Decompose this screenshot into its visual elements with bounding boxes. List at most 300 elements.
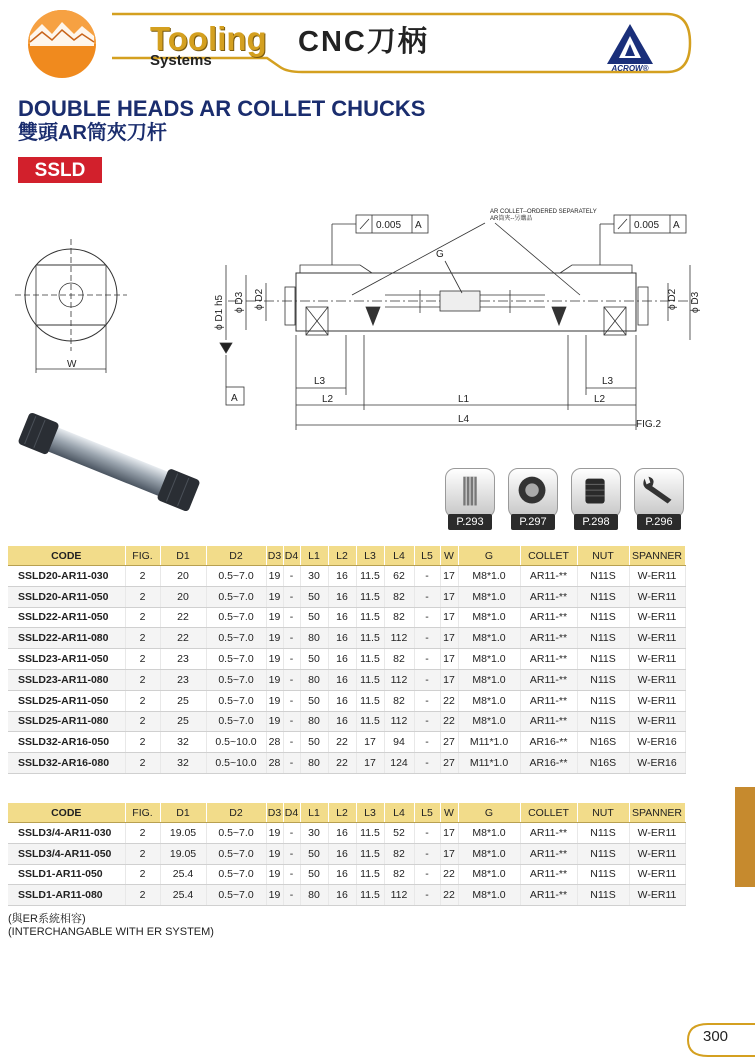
product-code: SSLD20-AR11-030 [8, 566, 125, 587]
table-cell: 112 [384, 885, 414, 906]
table-cell: W-ER11 [629, 649, 685, 670]
table-cell: 22 [440, 864, 458, 885]
ref-page-clamp-nut: P.297 [511, 514, 555, 530]
compat-note-en: (INTERCHANGABLE WITH ER SYSTEM) [8, 926, 214, 938]
table-cell: 25 [160, 690, 206, 711]
table-cell: N11S [577, 843, 629, 864]
table-row [8, 690, 685, 711]
product-code: SSLD32-AR16-080 [8, 753, 125, 774]
table-cell: 94 [384, 732, 414, 753]
collet-icon [446, 469, 494, 517]
table-cell: - [414, 843, 440, 864]
table-cell: 0.5~7.0 [206, 885, 266, 906]
table-cell: 62 [384, 566, 414, 587]
table-cell: M8*1.0 [458, 690, 520, 711]
table-cell: 19 [266, 864, 283, 885]
table-row [8, 566, 685, 587]
table-cell: 82 [384, 649, 414, 670]
table-cell: 28 [266, 753, 283, 774]
table-row [8, 732, 685, 753]
table-cell: 112 [384, 628, 414, 649]
column-header: D2 [206, 546, 266, 566]
column-header: D1 [160, 803, 206, 823]
table-cell: N11S [577, 566, 629, 587]
column-header: L1 [300, 546, 328, 566]
column-header: D3 [266, 546, 283, 566]
ref-card-spanner[interactable] [634, 468, 684, 530]
table-cell: AR16-** [520, 732, 577, 753]
table-cell: 16 [328, 843, 356, 864]
product-code: SSLD1-AR11-080 [8, 885, 125, 906]
column-header: G [458, 803, 520, 823]
spanner-icon [635, 469, 683, 517]
table-cell: 0.5~7.0 [206, 843, 266, 864]
dim-l4: L4 [458, 414, 470, 425]
table-cell: 23 [160, 649, 206, 670]
table-cell: AR11-** [520, 607, 577, 628]
table-cell: 27 [440, 732, 458, 753]
table-cell: M8*1.0 [458, 566, 520, 587]
table-cell: 2 [125, 732, 160, 753]
table-cell: 16 [328, 864, 356, 885]
table-cell: - [283, 823, 300, 844]
table-cell: N11S [577, 711, 629, 732]
dim-d2-label-left: ϕ D2 [254, 288, 265, 310]
table-cell: 19 [266, 823, 283, 844]
page-title-chinese: 雙頭AR筒夾刀杆 [18, 122, 167, 144]
column-header: L1 [300, 803, 328, 823]
table-cell: N11S [577, 628, 629, 649]
table-cell: N11S [577, 823, 629, 844]
dim-w-label: W [67, 359, 77, 370]
table-cell: M11*1.0 [458, 732, 520, 753]
table-cell: N11S [577, 690, 629, 711]
runout-datum-right: A [673, 220, 680, 231]
table-cell: 22 [328, 732, 356, 753]
table-cell: - [283, 753, 300, 774]
table-row [8, 607, 685, 628]
dim-g-label: G [436, 249, 444, 260]
table-cell: AR11-** [520, 823, 577, 844]
dim-l1: L1 [458, 394, 470, 405]
table-row [8, 669, 685, 690]
table-cell: AR16-** [520, 753, 577, 774]
series-badge: SSLD [18, 157, 102, 183]
product-code: SSLD25-AR11-080 [8, 711, 125, 732]
product-code: SSLD3/4-AR11-030 [8, 823, 125, 844]
page-title: DOUBLE HEADS AR COLLET CHUCKS [18, 96, 426, 121]
table-cell: - [414, 711, 440, 732]
product-code: SSLD25-AR11-050 [8, 690, 125, 711]
table-row [8, 753, 685, 774]
table-cell: 16 [328, 823, 356, 844]
table-row [8, 628, 685, 649]
column-header: L2 [328, 546, 356, 566]
table-cell: - [414, 690, 440, 711]
column-header: L2 [328, 803, 356, 823]
figure-label: FIG.2 [636, 419, 662, 430]
table-cell: 52 [384, 823, 414, 844]
page-number: 300 [703, 1028, 729, 1045]
table-cell: - [414, 885, 440, 906]
table-cell: 19 [266, 566, 283, 587]
table-cell: AR11-** [520, 711, 577, 732]
table-cell: 19 [266, 586, 283, 607]
table-cell: 19 [266, 843, 283, 864]
table-cell: W-ER11 [629, 586, 685, 607]
table-cell: - [414, 669, 440, 690]
table-cell: 2 [125, 649, 160, 670]
table-cell: 25 [160, 711, 206, 732]
runout-left: 0.005 [376, 220, 402, 231]
column-header: SPANNER [629, 803, 685, 823]
table-cell: AR11-** [520, 566, 577, 587]
category-title: CNC刀柄 [298, 26, 429, 58]
table-cell: 11.5 [356, 607, 384, 628]
table-cell: 17 [440, 607, 458, 628]
table-cell: 11.5 [356, 711, 384, 732]
table-cell: W-ER11 [629, 607, 685, 628]
table-cell: 11.5 [356, 864, 384, 885]
brand-wordmark: Tooling [150, 20, 267, 57]
table-cell: 11.5 [356, 649, 384, 670]
table-row [8, 864, 685, 885]
table-cell: - [283, 649, 300, 670]
table-cell: 16 [328, 885, 356, 906]
table-cell: 16 [328, 586, 356, 607]
table-cell: AR11-** [520, 669, 577, 690]
table-row [8, 823, 685, 844]
table-cell: 16 [328, 649, 356, 670]
table-cell: 19 [266, 628, 283, 649]
table-cell: - [414, 732, 440, 753]
table-cell: 0.5~7.0 [206, 566, 266, 587]
product-code: SSLD22-AR11-050 [8, 607, 125, 628]
table-cell: 0.5~7.0 [206, 586, 266, 607]
table-cell: 2 [125, 669, 160, 690]
table-cell: 0.5~7.0 [206, 711, 266, 732]
ref-card-nut[interactable] [571, 468, 621, 530]
table-cell: 11.5 [356, 843, 384, 864]
clamp-nut-icon [509, 469, 557, 517]
table-cell: 17 [440, 586, 458, 607]
table-cell: M8*1.0 [458, 586, 520, 607]
table-cell: 22 [160, 607, 206, 628]
column-header: CODE [8, 546, 125, 566]
table-cell: - [283, 566, 300, 587]
table-cell: 16 [328, 711, 356, 732]
table-cell: 17 [440, 669, 458, 690]
column-header: L3 [356, 546, 384, 566]
table-cell: N11S [577, 885, 629, 906]
table-cell: AR11-** [520, 690, 577, 711]
table-cell: 80 [300, 628, 328, 649]
table-cell: 80 [300, 885, 328, 906]
column-header: COLLET [520, 546, 577, 566]
table-cell: - [283, 586, 300, 607]
dim-d3-label-right: ϕ D3 [690, 291, 701, 313]
dim-l3-left: L3 [314, 376, 326, 387]
table-cell: N11S [577, 607, 629, 628]
product-photo [12, 405, 207, 520]
table-cell: 0.5~7.0 [206, 864, 266, 885]
table-cell: 30 [300, 823, 328, 844]
column-header: L4 [384, 546, 414, 566]
table-cell: N11S [577, 864, 629, 885]
table-cell: M8*1.0 [458, 628, 520, 649]
table-cell: M8*1.0 [458, 607, 520, 628]
table-cell: 11.5 [356, 885, 384, 906]
table-cell: 32 [160, 732, 206, 753]
table-cell: 11.5 [356, 566, 384, 587]
table-cell: 32 [160, 753, 206, 774]
table-cell: 16 [328, 566, 356, 587]
table-row [8, 586, 685, 607]
column-header: FIG. [125, 546, 160, 566]
table-cell: AR11-** [520, 586, 577, 607]
table-cell: 28 [266, 732, 283, 753]
table-cell: W-ER11 [629, 864, 685, 885]
table-cell: 0.5~10.0 [206, 732, 266, 753]
table-row [8, 885, 685, 906]
table-cell: 17 [356, 732, 384, 753]
table-cell: 30 [300, 566, 328, 587]
column-header: SPANNER [629, 546, 685, 566]
table-cell: W-ER11 [629, 711, 685, 732]
product-code: SSLD22-AR11-080 [8, 628, 125, 649]
table-cell: 19.05 [160, 843, 206, 864]
table-cell: W-ER16 [629, 732, 685, 753]
table-cell: M8*1.0 [458, 843, 520, 864]
table-cell: M11*1.0 [458, 753, 520, 774]
table-cell: 2 [125, 885, 160, 906]
table-cell: W-ER11 [629, 690, 685, 711]
table-cell: 11.5 [356, 823, 384, 844]
table-cell: 20 [160, 586, 206, 607]
table-cell: 2 [125, 753, 160, 774]
table-cell: - [283, 711, 300, 732]
table-cell: M8*1.0 [458, 823, 520, 844]
table-cell: 50 [300, 649, 328, 670]
table-cell: 82 [384, 864, 414, 885]
table-cell: M8*1.0 [458, 711, 520, 732]
table-cell: - [283, 885, 300, 906]
collet-note-en: AR COLLET--ORDERED SEPARATELY [490, 209, 597, 215]
column-header: D4 [283, 803, 300, 823]
table-cell: 0.5~7.0 [206, 649, 266, 670]
table-cell: 2 [125, 843, 160, 864]
table-cell: - [283, 732, 300, 753]
table-cell: 2 [125, 864, 160, 885]
dim-l3-right: L3 [602, 376, 614, 387]
table-cell: 19 [266, 669, 283, 690]
table-cell: N16S [577, 753, 629, 774]
table-cell: AR11-** [520, 649, 577, 670]
table-cell: 2 [125, 628, 160, 649]
table-cell: W-ER11 [629, 669, 685, 690]
table-cell: 0.5~7.0 [206, 690, 266, 711]
table-cell: 11.5 [356, 628, 384, 649]
column-header: CODE [8, 803, 125, 823]
table-cell: N11S [577, 669, 629, 690]
table-cell: 2 [125, 711, 160, 732]
table-cell: M8*1.0 [458, 885, 520, 906]
table-cell: 20 [160, 566, 206, 587]
table-cell: 22 [440, 885, 458, 906]
table-cell: - [414, 628, 440, 649]
table-cell: 25.4 [160, 885, 206, 906]
table-cell: 2 [125, 607, 160, 628]
column-header: L4 [384, 803, 414, 823]
table-cell: 0.5~7.0 [206, 628, 266, 649]
table-cell: 50 [300, 586, 328, 607]
table-cell: 19 [266, 885, 283, 906]
ref-page-spanner: P.296 [637, 514, 681, 530]
ref-page-collet: P.293 [448, 514, 492, 530]
table-cell: 11.5 [356, 669, 384, 690]
column-header: D1 [160, 546, 206, 566]
datum-label: A [231, 393, 238, 404]
table-cell: 50 [300, 843, 328, 864]
column-header: D4 [283, 546, 300, 566]
brand-subtitle: Systems [150, 52, 212, 69]
table-cell: W-ER11 [629, 566, 685, 587]
dim-d1-label: ϕ D1 h5 [214, 294, 225, 330]
table-cell: - [414, 607, 440, 628]
table-cell: AR11-** [520, 864, 577, 885]
product-code: SSLD32-AR16-050 [8, 732, 125, 753]
table-cell: 50 [300, 864, 328, 885]
table-cell: 82 [384, 586, 414, 607]
table-cell: 16 [328, 690, 356, 711]
column-header: W [440, 803, 458, 823]
table-cell: AR11-** [520, 843, 577, 864]
table-cell: 17 [356, 753, 384, 774]
table-cell: 50 [300, 732, 328, 753]
table-cell: M8*1.0 [458, 649, 520, 670]
table-cell: 112 [384, 711, 414, 732]
table-cell: 27 [440, 753, 458, 774]
table-cell: - [414, 566, 440, 587]
table-cell: - [414, 649, 440, 670]
dim-d3-label-left: ϕ D3 [234, 291, 245, 313]
table-cell: W-ER11 [629, 628, 685, 649]
table-cell: 80 [300, 711, 328, 732]
table-cell: 22 [160, 628, 206, 649]
table-cell: 0.5~7.0 [206, 823, 266, 844]
product-code: SSLD20-AR11-050 [8, 586, 125, 607]
table-row [8, 843, 685, 864]
table-cell: - [283, 690, 300, 711]
table-header-row [8, 546, 685, 566]
table-cell: - [414, 823, 440, 844]
table-cell: 25.4 [160, 864, 206, 885]
compat-note-zh: (與ER系統相容) [8, 913, 86, 925]
table-cell: 0.5~7.0 [206, 607, 266, 628]
column-header: FIG. [125, 803, 160, 823]
table-cell: 16 [328, 669, 356, 690]
spec-table-metric [8, 546, 686, 774]
table-cell: W-ER11 [629, 885, 685, 906]
column-header: L5 [414, 803, 440, 823]
runout-right: 0.005 [634, 220, 660, 231]
table-cell: AR11-** [520, 885, 577, 906]
product-code: SSLD1-AR11-050 [8, 864, 125, 885]
nut-icon [572, 469, 620, 517]
table-cell: 80 [300, 669, 328, 690]
table-cell: 22 [328, 753, 356, 774]
table-cell: 82 [384, 843, 414, 864]
table-cell: 17 [440, 843, 458, 864]
column-header: D2 [206, 803, 266, 823]
table-cell: 0.5~7.0 [206, 669, 266, 690]
dim-l2-left: L2 [322, 394, 334, 405]
end-view [15, 239, 127, 373]
table-cell: - [283, 669, 300, 690]
table-cell: 17 [440, 566, 458, 587]
table-cell: 16 [328, 628, 356, 649]
column-header: NUT [577, 803, 629, 823]
spec-table-inch [8, 803, 686, 906]
table-cell: - [283, 864, 300, 885]
table-cell: 16 [328, 607, 356, 628]
section-tab [735, 787, 755, 887]
table-cell: 82 [384, 690, 414, 711]
table-cell: 11.5 [356, 690, 384, 711]
ref-card-clamp-nut[interactable] [508, 468, 558, 530]
table-cell: 17 [440, 628, 458, 649]
table-cell: 2 [125, 823, 160, 844]
product-code: SSLD23-AR11-050 [8, 649, 125, 670]
table-cell: - [283, 607, 300, 628]
table-cell: W-ER11 [629, 823, 685, 844]
brand-logo [22, 6, 102, 80]
table-cell: 19 [266, 607, 283, 628]
ref-card-collet[interactable] [445, 468, 495, 530]
table-cell: M8*1.0 [458, 864, 520, 885]
table-cell: 19.05 [160, 823, 206, 844]
column-header: NUT [577, 546, 629, 566]
table-cell: M8*1.0 [458, 669, 520, 690]
product-code: SSLD3/4-AR11-050 [8, 843, 125, 864]
product-code: SSLD23-AR11-080 [8, 669, 125, 690]
table-cell: 80 [300, 753, 328, 774]
table-cell: 17 [440, 823, 458, 844]
collet-note-zh: AR筒夾--另購品 [490, 216, 533, 222]
table-cell: 2 [125, 566, 160, 587]
table-cell: 0.5~10.0 [206, 753, 266, 774]
table-cell: 19 [266, 649, 283, 670]
ref-page-nut: P.298 [574, 514, 618, 530]
table-cell: AR11-** [520, 628, 577, 649]
dim-d2-label-right: ϕ D2 [667, 288, 678, 310]
table-header-row [8, 803, 685, 823]
table-cell: - [414, 586, 440, 607]
column-header: G [458, 546, 520, 566]
table-cell: 112 [384, 669, 414, 690]
table-cell: - [414, 864, 440, 885]
side-view [214, 209, 701, 430]
table-cell: W-ER16 [629, 753, 685, 774]
table-cell: 19 [266, 690, 283, 711]
table-cell: 17 [440, 649, 458, 670]
table-cell: 2 [125, 586, 160, 607]
table-cell: - [414, 753, 440, 774]
table-cell: 50 [300, 690, 328, 711]
table-cell: - [283, 628, 300, 649]
table-cell: 23 [160, 669, 206, 690]
table-cell: - [283, 843, 300, 864]
